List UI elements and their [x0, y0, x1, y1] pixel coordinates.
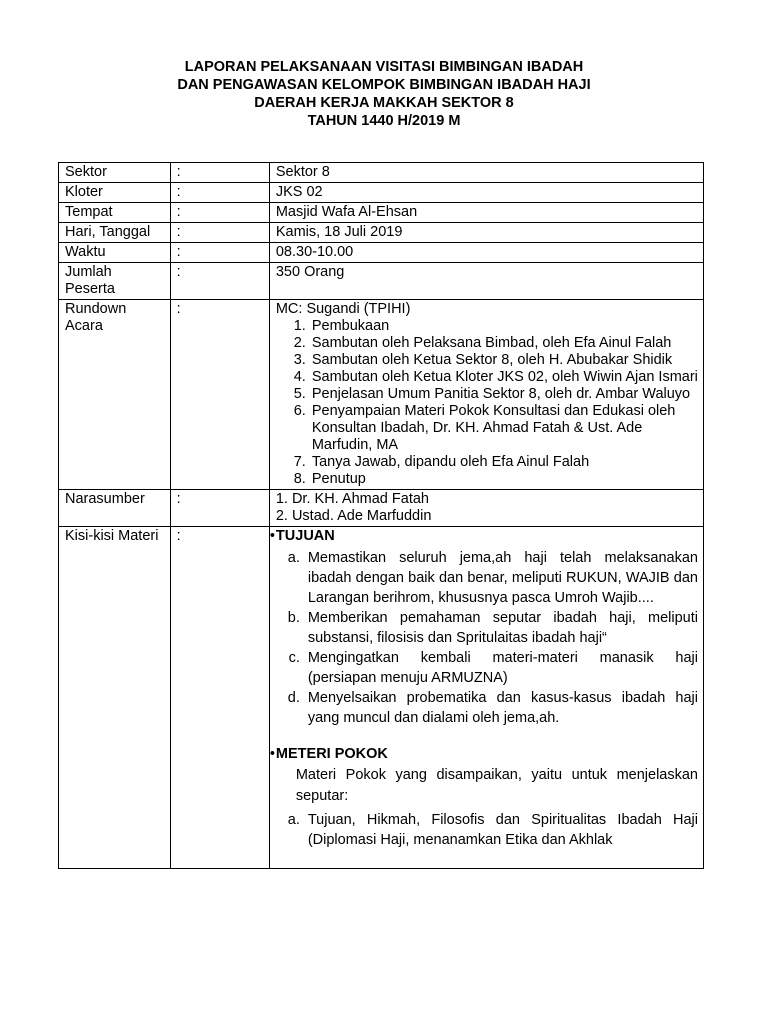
colon: :: [170, 527, 269, 869]
table-row-peserta: [59, 263, 704, 300]
report-title: [0, 58, 768, 130]
colon: :: [170, 263, 269, 300]
tujuan-list: [276, 548, 698, 728]
list-item: 7. Tanya Jawab, dipandu oleh Efa Ainul Falah: [310, 454, 698, 471]
rundown-list: [276, 318, 698, 488]
list-text: Memastikan seluruh jema,ah haji telah melaksanakan ibadah dengan baik dan benar, meliputi RUKUN, WAJIB dan Larangan berihrom, khususnya pasca Umroh Wajib....: [307, 550, 698, 606]
value-jumlah-peserta: 350 Orang: [269, 263, 703, 300]
table-row-kisi-kisi: [59, 527, 704, 869]
label-sektor: Sektor: [59, 163, 171, 183]
list-item: 1. Dr. KH. Ahmad Fatah: [275, 491, 429, 507]
list-item: 8. Penutup: [310, 471, 698, 488]
label-kloter: Kloter: [59, 183, 171, 203]
title-line-3: DAERAH KERJA MAKKAH SEKTOR 8: [254, 95, 514, 111]
colon: :: [170, 183, 269, 203]
rundown-mc: MC: Sugandi (TPIHI): [275, 301, 411, 317]
table-row-kloter: [59, 183, 704, 203]
tujuan-heading: • TUJUAN: [270, 528, 698, 545]
list-item: 4. Sambutan oleh Ketua Kloter JKS 02, oleh Wiwin Ajan Ismari: [310, 369, 698, 386]
list-text: Tujuan, Hikmah, Filosofis dan Spiritualitas Ibadah Haji (Diplomasi Haji, menanamkan Etika dan Akhlak: [307, 812, 698, 848]
value-hari-tanggal: Kamis, 18 Juli 2019: [269, 223, 703, 243]
value-narasumber: [269, 490, 703, 527]
list-item: 3. Sambutan oleh Ketua Sektor 8, oleh H. Abubakar Shidik: [310, 352, 698, 369]
materi-intro: Materi Pokok yang disampaikan, yaitu untuk menjelaskan seputar:: [295, 767, 698, 804]
list-text: Menyelsaikan probematika dan kasus-kasus ibadah haji yang muncul dan dialami oleh jema,ah.: [307, 690, 698, 726]
colon: :: [170, 163, 269, 183]
list-item: 5. Penjelasan Umum Panitia Sektor 8, oleh dr. Ambar Waluyo: [310, 386, 698, 403]
list-item: 6. Penyampaian Materi Pokok Konsultasi dan Edukasi oleh Konsultan Ibadah, Dr. KH. Ahmad Fatah & Ust. Ade Marfudin, MA: [310, 403, 698, 454]
table-row-waktu: [59, 243, 704, 263]
value-tempat: Masjid Wafa Al-Ehsan: [269, 203, 703, 223]
colon: :: [170, 203, 269, 223]
materi-heading: • METERI POKOK: [270, 746, 698, 763]
list-marker: a.: [287, 812, 300, 828]
list-item: 2. Ustad. Ade Marfuddin: [275, 508, 432, 524]
title-line-2: DAN PENGAWASAN KELOMPOK BIMBINGAN IBADAH HAJI: [177, 77, 591, 93]
list-item: [276, 648, 698, 688]
value-waktu: 08.30-10.00: [269, 243, 703, 263]
label-hari-tanggal: Hari, Tanggal: [59, 223, 171, 243]
list-item: 2. Sambutan oleh Pelaksana Bimbad, oleh Efa Ainul Falah: [310, 335, 698, 352]
title-line-4: TAHUN 1440 H/2019 M: [307, 113, 461, 129]
list-marker: b.: [287, 610, 300, 626]
table-row-narasumber: [59, 490, 704, 527]
table-row-tempat: [59, 203, 704, 223]
list-text: Mengingatkan kembali materi-materi manasik haji (persiapan menuju ARMUZNA): [307, 650, 698, 686]
value-kloter: JKS 02: [269, 183, 703, 203]
colon: :: [170, 243, 269, 263]
colon: :: [170, 223, 269, 243]
table-row-sektor: [59, 163, 704, 183]
list-item: [276, 810, 698, 850]
colon: :: [170, 490, 269, 527]
value-kisi-kisi: [269, 527, 703, 869]
materi-list: [276, 810, 698, 850]
label-narasumber: Narasumber: [59, 490, 171, 527]
list-marker: d.: [287, 690, 300, 706]
label-rundown: Rundown Acara: [59, 300, 171, 490]
label-waktu: Waktu: [59, 243, 171, 263]
title-line-1: LAPORAN PELAKSANAAN VISITASI BIMBINGAN IBADAH: [184, 59, 584, 75]
value-rundown: [269, 300, 703, 490]
list-marker: c.: [288, 650, 300, 666]
table-row-hari: [59, 223, 704, 243]
value-sektor: Sektor 8: [269, 163, 703, 183]
table-row-rundown: [59, 300, 704, 490]
report-table: [58, 162, 704, 869]
label-jumlah-peserta: Jumlah Peserta: [59, 263, 171, 300]
label-kisi-kisi: Kisi-kisi Materi: [59, 527, 171, 869]
list-item: [276, 688, 698, 728]
label-tempat: Tempat: [59, 203, 171, 223]
colon: :: [170, 300, 269, 490]
list-marker: a.: [287, 550, 300, 566]
list-text: Memberikan pemahaman seputar ibadah haji, meliputi substansi, filosisis dan Spritulaitas ibadah haji“: [307, 610, 698, 646]
list-item: [276, 608, 698, 648]
list-item: 1. Pembukaan: [310, 318, 698, 335]
list-item: [276, 548, 698, 608]
